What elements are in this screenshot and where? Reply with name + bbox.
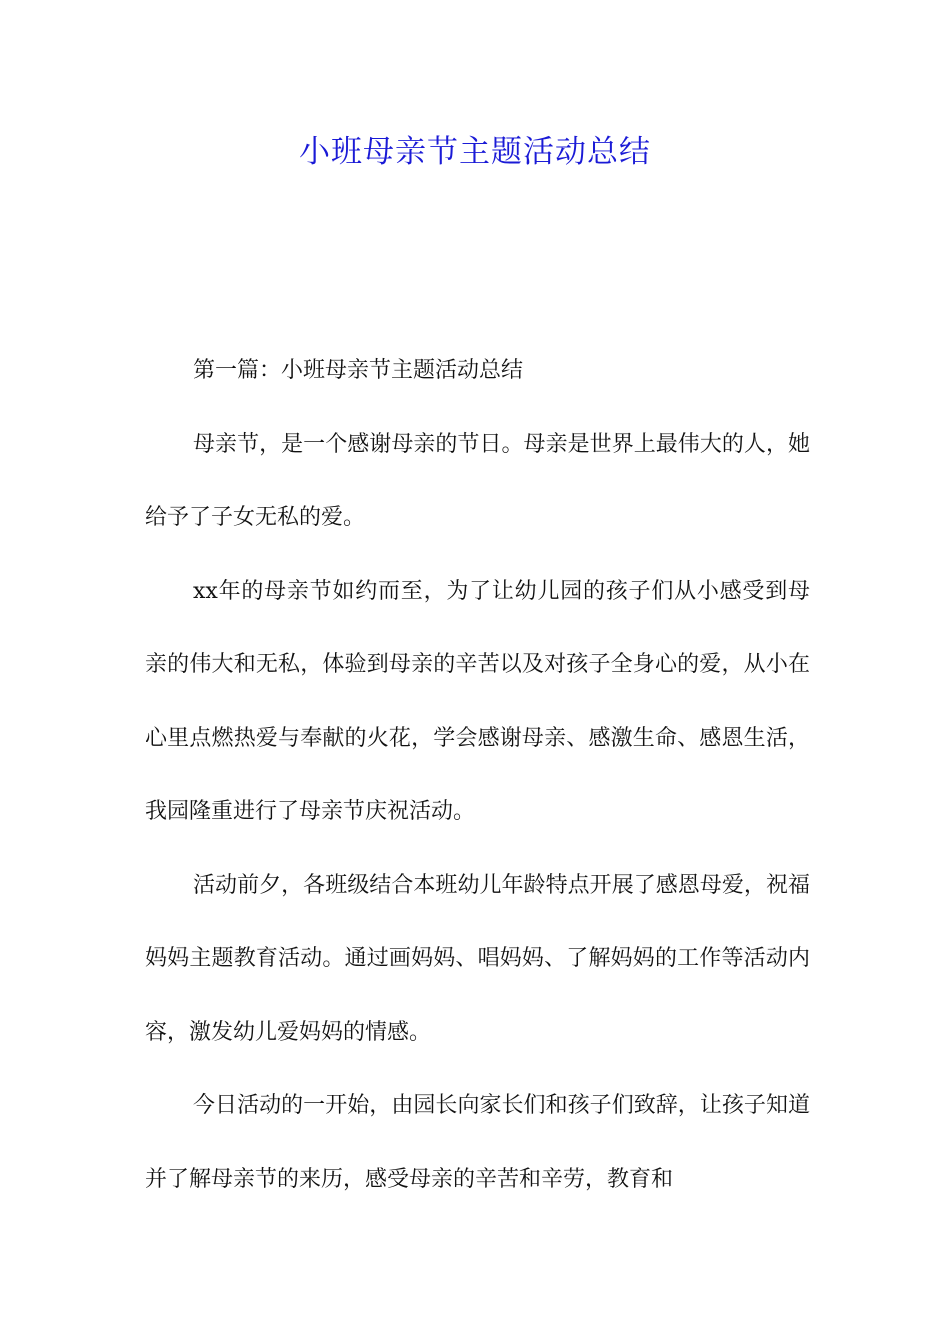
paragraph-3: 活动前夕，各班级结合本班幼儿年龄特点开展了感恩母爱，祝福妈妈主题教育活动。通过画妈妈、唱妈妈、了解妈妈的工作等活动内容，激发幼儿爱妈妈的情感。: [145, 872, 810, 1045]
paragraph-1: 母亲节，是一个感谢母亲的节日。母亲是世界上最伟大的人，她给予了子女无私的爱。: [145, 431, 810, 530]
document-title: 小班母亲节主题活动总结: [299, 134, 651, 170]
section-heading: 第一篇：小班母亲节主题活动总结: [193, 358, 524, 383]
paragraph-2: xx年的母亲节如约而至，为了让幼儿园的孩子们从小感受到母亲的伟大和无私，体验到母亲的辛苦以及对孩子全身心的爱，从小在心里点燃热爱与奉献的火花，学会感谢母亲、感激生命、感恩生活， 我园隆重进行了母亲节庆祝活动。: [145, 578, 810, 824]
paragraph-4: 今日活动的一开始，由园长向家长们和孩子们致辞，让孩子知道并了解母亲节的来历，感受母亲的辛苦和辛劳，教育和: [145, 1093, 810, 1192]
document-body: [145, 334, 810, 1216]
